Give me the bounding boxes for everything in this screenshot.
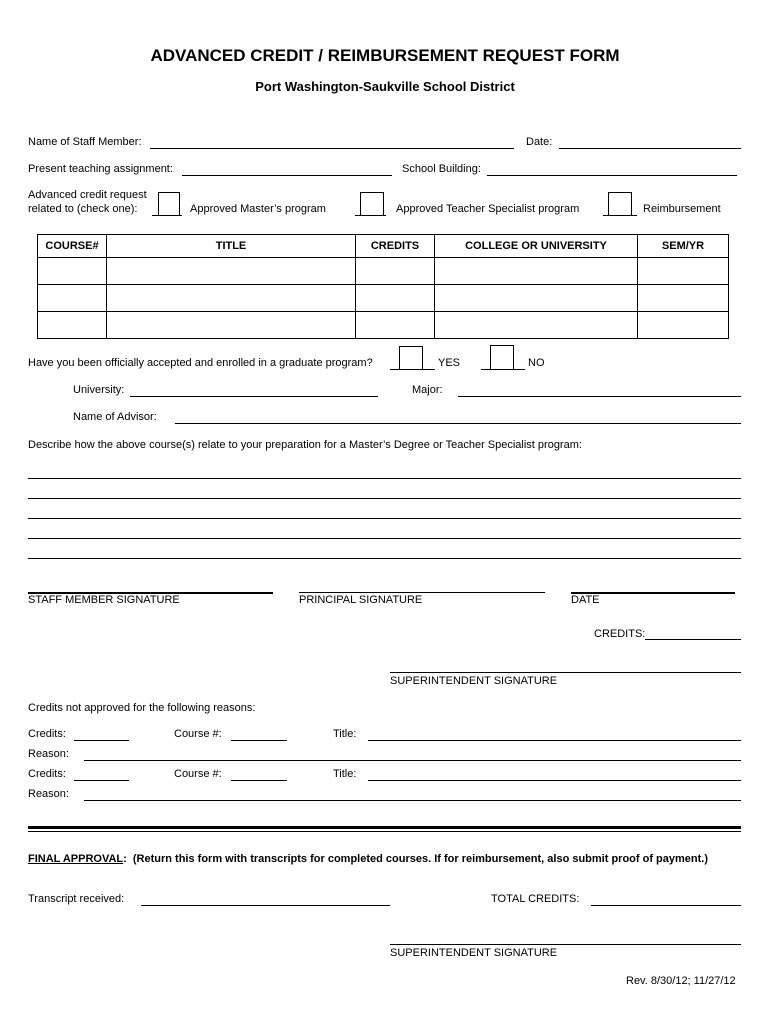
yes-checkbox[interactable] <box>399 346 423 370</box>
specialist-check-line <box>355 215 386 216</box>
section-divider-thin <box>28 831 741 832</box>
describe-line-3[interactable] <box>28 518 741 519</box>
yes-label: YES <box>438 357 461 369</box>
final-approval-label: FINAL APPROVAL <box>28 853 124 865</box>
describe-line-1[interactable] <box>28 478 741 479</box>
section-divider-thick <box>28 826 741 829</box>
no-label: NO <box>528 357 545 369</box>
superintendent-signature-label: SUPERINTENDENT SIGNATURE <box>390 675 558 687</box>
staff-signature-label: STAFF MEMBER SIGNATURE <box>28 594 180 606</box>
staff-name-field[interactable] <box>150 148 514 149</box>
describe-line-5[interactable] <box>28 558 741 559</box>
credit-type-label-2: related to (check one): <box>28 203 138 215</box>
reason-row2-label: Reason: <box>28 788 69 800</box>
course-row1-field[interactable] <box>231 740 287 741</box>
course-table-header <box>38 235 729 258</box>
major-label: Major: <box>412 384 443 396</box>
date-field[interactable] <box>559 148 741 149</box>
credits-cell[interactable] <box>356 285 435 312</box>
credits-label: CREDITS: <box>594 628 646 640</box>
final-approval-colon: : <box>123 853 127 865</box>
final-superintendent-signature-line[interactable] <box>390 944 741 945</box>
advisor-label: Name of Advisor: <box>73 411 157 423</box>
masters-check-line <box>152 215 182 216</box>
masters-option-label: Approved Master’s program <box>190 203 326 215</box>
title-cell[interactable] <box>107 312 356 339</box>
transcript-label: Transcript received: <box>28 893 125 905</box>
total-credits-field[interactable] <box>591 905 741 906</box>
credits-row2-field[interactable] <box>74 780 129 781</box>
college-cell[interactable] <box>435 312 638 339</box>
credits-row1-field[interactable] <box>74 740 129 741</box>
major-field[interactable] <box>458 396 741 397</box>
not-approved-heading: Credits not approved for the following reasons: <box>28 702 256 714</box>
describe-label: Describe how the above course(s) relate to your preparation for a Master’s Degree or Teacher Specialist program: <box>28 439 582 451</box>
col-college: COLLEGE OR UNIVERSITY <box>435 235 638 258</box>
title-row1-field[interactable] <box>368 740 741 741</box>
date-label: Date: <box>526 136 553 148</box>
col-sem-yr: SEM/YR <box>638 235 729 258</box>
course-row1-label: Course #: <box>174 728 222 740</box>
title-row1-label: Title: <box>333 728 357 740</box>
college-cell[interactable] <box>435 258 638 285</box>
title-cell[interactable] <box>107 258 356 285</box>
superintendent-signature-line[interactable] <box>390 672 741 673</box>
form-title: ADVANCED CREDIT / REIMBURSEMENT REQUEST FORM <box>150 46 620 65</box>
advisor-field[interactable] <box>175 423 741 424</box>
course-number-cell[interactable] <box>38 285 107 312</box>
assignment-field[interactable] <box>182 175 392 176</box>
credit-type-label-1: Advanced credit request <box>28 189 147 201</box>
final-approval-instructions: (Return this form with transcripts for completed courses. If for reimbursement, also submit proof of payment.) <box>132 853 709 865</box>
principal-signature-line[interactable] <box>299 592 545 593</box>
credits-row2-label: Credits: <box>28 768 66 780</box>
principal-signature-label: PRINCIPAL SIGNATURE <box>299 594 423 606</box>
table-row <box>38 285 729 312</box>
staff-name-label: Name of Staff Member: <box>28 136 142 148</box>
course-table <box>37 234 729 339</box>
college-cell[interactable] <box>435 285 638 312</box>
col-course-number: COURSE# <box>38 235 107 258</box>
col-credits: CREDITS <box>356 235 435 258</box>
sem-yr-cell[interactable] <box>638 285 729 312</box>
revision-note: Rev. 8/30/12; 11/27/12 <box>626 975 736 987</box>
course-row2-field[interactable] <box>231 780 287 781</box>
reason-row1-field[interactable] <box>84 760 741 761</box>
signature-date-label: DATE <box>571 594 600 606</box>
total-credits-label: TOTAL CREDITS: <box>491 893 580 905</box>
credits-field[interactable] <box>645 639 741 640</box>
sem-yr-cell[interactable] <box>638 258 729 285</box>
describe-line-4[interactable] <box>28 538 741 539</box>
masters-checkbox[interactable] <box>158 192 180 216</box>
school-building-field[interactable] <box>487 175 737 176</box>
school-building-label: School Building: <box>402 163 481 175</box>
course-row2-label: Course #: <box>174 768 222 780</box>
sem-yr-cell[interactable] <box>638 312 729 339</box>
graduate-question: Have you been officially accepted and enrolled in a graduate program? <box>28 357 373 369</box>
no-checkbox[interactable] <box>490 345 514 370</box>
course-number-cell[interactable] <box>38 312 107 339</box>
university-field[interactable] <box>130 396 378 397</box>
no-check-line <box>481 369 525 370</box>
specialist-option-label: Approved Teacher Specialist program <box>396 203 580 215</box>
table-row <box>38 258 729 285</box>
reason-row1-label: Reason: <box>28 748 69 760</box>
credits-row1-label: Credits: <box>28 728 66 740</box>
transcript-field[interactable] <box>141 905 390 906</box>
title-cell[interactable] <box>107 285 356 312</box>
yes-check-line <box>390 369 435 370</box>
district-name: Port Washington-Saukville School District <box>255 79 515 94</box>
credits-cell[interactable] <box>356 312 435 339</box>
reason-row2-field[interactable] <box>84 800 741 801</box>
reimbursement-check-line <box>603 215 637 216</box>
assignment-label: Present teaching assignment: <box>28 163 173 175</box>
credits-cell[interactable] <box>356 258 435 285</box>
specialist-checkbox[interactable] <box>360 192 384 216</box>
table-row <box>38 312 729 339</box>
reimbursement-option-label: Reimbursement <box>643 203 721 215</box>
col-title: TITLE <box>107 235 356 258</box>
title-row2-label: Title: <box>333 768 357 780</box>
final-superintendent-signature-label: SUPERINTENDENT SIGNATURE <box>390 947 558 959</box>
title-row2-field[interactable] <box>368 780 741 781</box>
describe-line-2[interactable] <box>28 498 741 499</box>
course-number-cell[interactable] <box>38 258 107 285</box>
university-label: University: <box>73 384 125 396</box>
reimbursement-checkbox[interactable] <box>608 192 632 216</box>
final-approval-line <box>28 853 708 865</box>
